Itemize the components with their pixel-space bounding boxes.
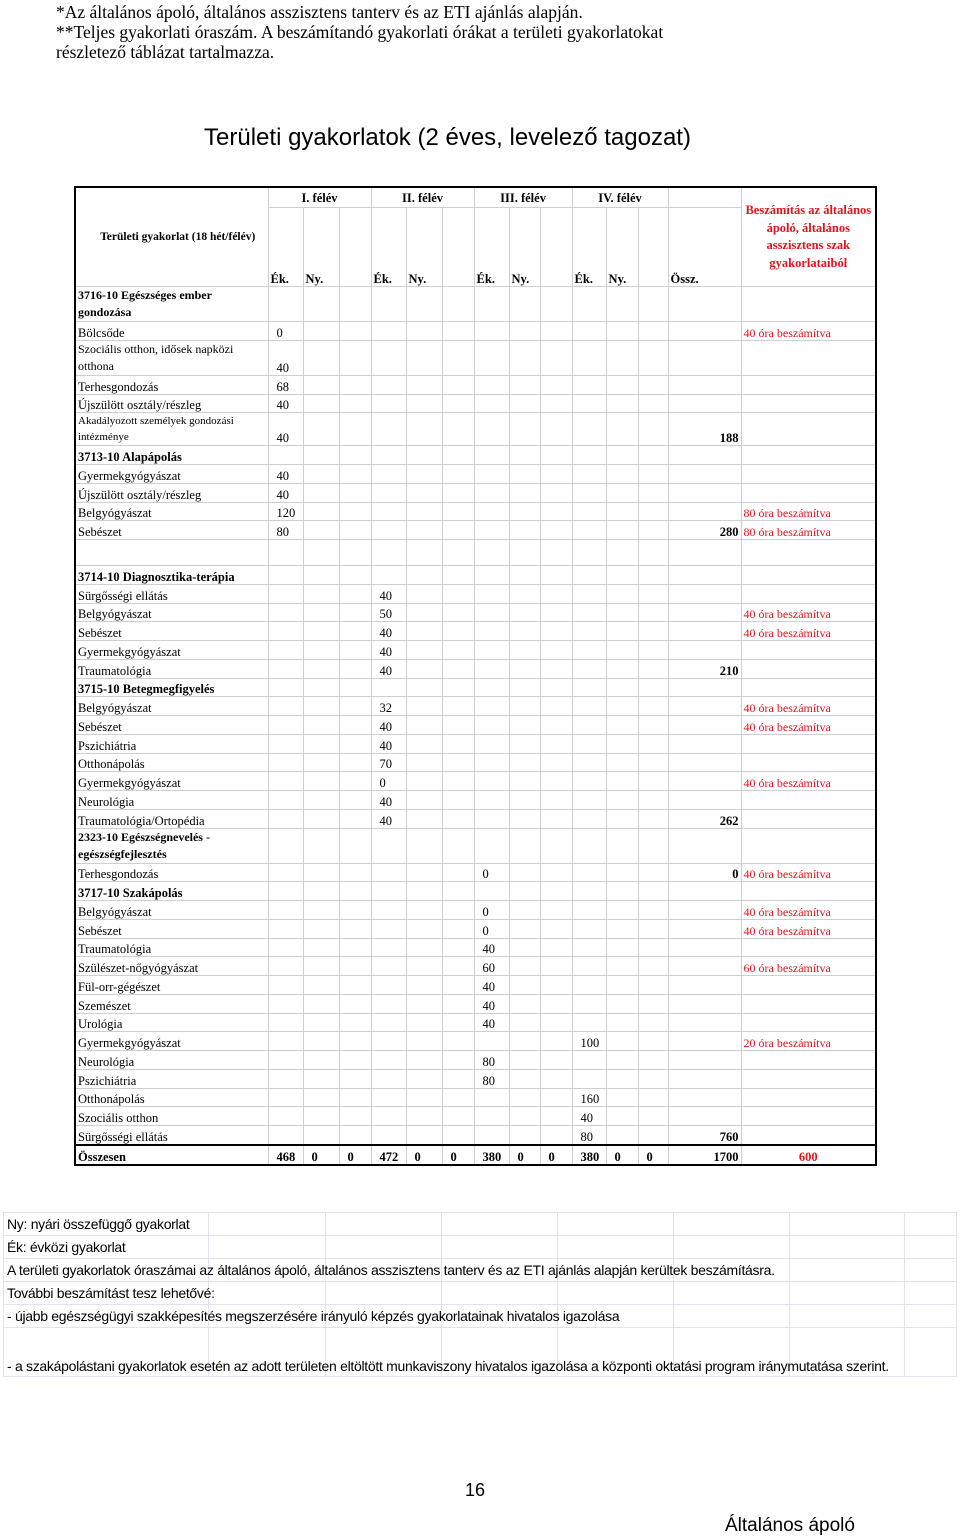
table-row — [75, 322, 876, 341]
hours-value: 80 — [474, 1051, 509, 1070]
hours-value: 50 — [371, 603, 406, 622]
table-row — [75, 976, 876, 995]
row-label: Terhesgondozás — [75, 863, 268, 882]
grand-total: 1700 — [668, 1145, 741, 1165]
table-row — [75, 863, 876, 882]
total-credit: 600 — [741, 1145, 876, 1165]
spacer-row — [75, 540, 876, 566]
section-row — [75, 828, 876, 863]
table-row — [75, 483, 876, 502]
module-total: 262 — [668, 809, 741, 828]
hours-value: 0 — [268, 322, 303, 341]
legend-ek: Ék: évközi gyakorlat — [4, 1236, 209, 1259]
table-corner-header: Területi gyakorlat (18 hét/félév) — [75, 187, 268, 287]
row-label: Újszülött osztály/részleg — [75, 483, 268, 502]
credit-note: 40 óra beszámítva — [741, 322, 876, 341]
table-row — [75, 1107, 876, 1126]
legend-ny: Ny: nyári összefüggő gyakorlat — [4, 1213, 209, 1236]
total-value: 0 — [406, 1145, 442, 1165]
hours-value: 0 — [474, 863, 509, 882]
legend-table — [3, 1212, 957, 1377]
section-title: 3715-10 Betegmegfigyelés — [75, 678, 268, 697]
table-row — [75, 584, 876, 603]
legend-line-4: További beszámítást tesz lehetővé: — [4, 1282, 209, 1305]
credit-note: 40 óra beszámítva — [741, 901, 876, 920]
note-line-1: *Az általános ápoló, általános asszisztens tanterv és az ETI ajánlás alapján. — [56, 2, 583, 22]
row-label: Szülészet-nőgyógyászat — [75, 957, 268, 976]
table-row — [75, 641, 876, 660]
row-label: Gyermekgyógyászat — [75, 772, 268, 791]
hours-value: 120 — [268, 502, 303, 521]
ek-header: Ék. — [268, 208, 303, 287]
hours-value: 40 — [371, 584, 406, 603]
hours-value: 40 — [268, 394, 303, 413]
table-row — [75, 919, 876, 938]
hours-value: 40 — [268, 483, 303, 502]
hours-value: 40 — [371, 809, 406, 828]
hours-value: 70 — [371, 753, 406, 772]
module-total: 0 — [668, 863, 741, 882]
table-row — [75, 1088, 876, 1107]
page-title: Területi gyakorlatok (2 éves, levelező tagozat) — [204, 124, 691, 151]
total-value: 0 — [339, 1145, 371, 1165]
section-row — [75, 882, 876, 901]
hours-value: 100 — [572, 1032, 606, 1051]
row-label: Sebészet — [75, 521, 268, 540]
hours-value: 40 — [371, 641, 406, 660]
module-total: 188 — [668, 413, 741, 446]
section-title: 3716-10 Egészséges ember gondozása — [75, 287, 268, 322]
row-label: Pszichiátria — [75, 1069, 268, 1088]
section-title: 3717-10 Szakápolás — [75, 882, 268, 901]
semester-header-4: IV. félév — [572, 187, 668, 208]
row-label: Terhesgondozás — [75, 375, 268, 394]
module-total: 760 — [668, 1126, 741, 1145]
table-row — [75, 716, 876, 735]
module-total: 210 — [668, 659, 741, 678]
hours-value: 0 — [371, 772, 406, 791]
credit-note: 40 óra beszámítva — [741, 603, 876, 622]
semester-header-2: II. félév — [371, 187, 474, 208]
credit-note: 80 óra beszámítva — [741, 502, 876, 521]
table-row — [75, 1013, 876, 1032]
table-row — [75, 791, 876, 810]
table-row — [75, 1051, 876, 1070]
row-label: Szociális otthon — [75, 1107, 268, 1126]
total-value: 0 — [509, 1145, 540, 1165]
legend-line-5: - újabb egészségügyi szakképesítés megszerzésére irányuló képzés gyakorlatainak hivatalos igazolása — [4, 1305, 209, 1328]
table-row — [75, 394, 876, 413]
ek-header: Ék. — [474, 208, 509, 287]
section-row — [75, 566, 876, 585]
row-label: Sebészet — [75, 716, 268, 735]
table-row — [75, 734, 876, 753]
total-value: 472 — [371, 1145, 406, 1165]
table-row — [75, 753, 876, 772]
table-row — [75, 1126, 876, 1145]
semester-header-1: I. félév — [268, 187, 371, 208]
hours-value: 40 — [371, 659, 406, 678]
row-label: Pszichiátria — [75, 734, 268, 753]
hours-value: 40 — [474, 1013, 509, 1032]
page-number: 16 — [465, 1480, 486, 1500]
table-row — [75, 809, 876, 828]
total-value: 0 — [606, 1145, 638, 1165]
note-line-3: részletező táblázat tartalmazza. — [56, 42, 275, 62]
row-label: Traumatológia/Ortopédia — [75, 809, 268, 828]
table-row — [75, 502, 876, 521]
row-label: Neurológia — [75, 791, 268, 810]
hours-value: 40 — [268, 465, 303, 484]
credit-note: 40 óra beszámítva — [741, 919, 876, 938]
notes — [56, 2, 936, 62]
table-row — [75, 1032, 876, 1051]
legend-line-3: A területi gyakorlatok óraszámai az általános ápoló, általános asszisztens tanterv és az ETI ajánlás alapján kerültek beszámításra. — [4, 1259, 209, 1282]
table-row — [75, 340, 876, 375]
row-label: Urológia — [75, 1013, 268, 1032]
hours-value: 40 — [371, 716, 406, 735]
ny-header: Ny. — [406, 208, 442, 287]
ny-header: Ny. — [509, 208, 540, 287]
hours-value: 40 — [371, 791, 406, 810]
footer-text: Általános ápoló — [725, 1515, 855, 1536]
hours-value: 40 — [371, 622, 406, 641]
hours-value: 0 — [474, 901, 509, 920]
row-label: Sebészet — [75, 919, 268, 938]
hours-value: 0 — [474, 919, 509, 938]
total-value: 0 — [442, 1145, 474, 1165]
total-value: 0 — [638, 1145, 668, 1165]
table-row — [75, 901, 876, 920]
section-title: 3713-10 Alapápolás — [75, 446, 268, 465]
section-row — [75, 446, 876, 465]
hours-value: 40 — [474, 994, 509, 1013]
practice-table — [74, 186, 877, 1166]
module-total: 280 — [668, 521, 741, 540]
row-label: Sürgősségi ellátás — [75, 584, 268, 603]
table-row — [75, 413, 876, 446]
row-label: Belgyógyászat — [75, 502, 268, 521]
table-row — [75, 1069, 876, 1088]
section-row — [75, 287, 876, 322]
hours-value: 60 — [474, 957, 509, 976]
section-title: 3714-10 Diagnosztika-terápia — [75, 566, 268, 585]
hours-value: 32 — [371, 697, 406, 716]
ny-header: Ny. — [606, 208, 638, 287]
total-value: 380 — [474, 1145, 509, 1165]
credit-note: 20 óra beszámítva — [741, 1032, 876, 1051]
total-label: Összesen — [75, 1145, 268, 1165]
total-row — [75, 1145, 876, 1165]
hours-value: 160 — [572, 1088, 606, 1107]
ny-header: Ny. — [303, 208, 339, 287]
note-line-2: **Teljes gyakorlati óraszám. A beszámítandó gyakorlati órákat a területi gyakorlatokat — [56, 22, 664, 42]
section-row — [75, 678, 876, 697]
table-row — [75, 772, 876, 791]
hours-value: 80 — [572, 1126, 606, 1145]
hours-value: 80 — [474, 1069, 509, 1088]
row-label: Fül-orr-gégészet — [75, 976, 268, 995]
table-row — [75, 521, 876, 540]
row-label: Belgyógyászat — [75, 901, 268, 920]
credit-note: 40 óra beszámítva — [741, 716, 876, 735]
table-row — [75, 465, 876, 484]
total-value: 0 — [303, 1145, 339, 1165]
credit-note: 40 óra beszámítva — [741, 863, 876, 882]
total-value: 380 — [572, 1145, 606, 1165]
legend-line-6: - a szakápolástani gyakorlatok esetén az adott területen eltöltött munkaviszony hivatalos igazolása a központi oktatási program iránymutatása szerint. — [4, 1328, 209, 1377]
table-row — [75, 603, 876, 622]
ek-header: Ék. — [371, 208, 406, 287]
semester-header-3: III. félév — [474, 187, 572, 208]
table-row — [75, 938, 876, 957]
hours-value: 40 — [268, 340, 303, 375]
row-label: Gyermekgyógyászat — [75, 465, 268, 484]
hours-value: 40 — [474, 976, 509, 995]
credit-header: Beszámítás az általános ápoló, általános asszisztens szak gyakorlataiból — [741, 187, 876, 287]
total-header: Össz. — [668, 208, 741, 287]
total-value: 0 — [540, 1145, 572, 1165]
credit-note: 40 óra beszámítva — [741, 697, 876, 716]
credit-note: 80 óra beszámítva — [741, 521, 876, 540]
total-value: 468 — [268, 1145, 303, 1165]
table-row — [75, 697, 876, 716]
row-label: Újszülött osztály/részleg — [75, 394, 268, 413]
row-label: Otthonápolás — [75, 753, 268, 772]
row-label: Akadályozott személyek gondozási intézménye — [75, 413, 268, 446]
hours-value: 40 — [474, 938, 509, 957]
row-label: Sürgősségi ellátás — [75, 1126, 268, 1145]
hours-value: 68 — [268, 375, 303, 394]
hours-value: 40 — [371, 734, 406, 753]
hours-value: 80 — [268, 521, 303, 540]
credit-note: 60 óra beszámítva — [741, 957, 876, 976]
hours-value: 40 — [268, 413, 303, 446]
credit-note: 40 óra beszámítva — [741, 772, 876, 791]
row-label: Otthonápolás — [75, 1088, 268, 1107]
row-label: Gyermekgyógyászat — [75, 641, 268, 660]
table-row — [75, 622, 876, 641]
table-row — [75, 375, 876, 394]
row-label: Sebészet — [75, 622, 268, 641]
credit-note: 40 óra beszámítva — [741, 622, 876, 641]
table-row — [75, 957, 876, 976]
table-row — [75, 994, 876, 1013]
row-label: Neurológia — [75, 1051, 268, 1070]
row-label: Traumatológia — [75, 938, 268, 957]
row-label: Szemészet — [75, 994, 268, 1013]
row-label: Szociális otthon, idősek napközi otthona — [75, 340, 268, 375]
row-label: Traumatológia — [75, 659, 268, 678]
table-row — [75, 659, 876, 678]
row-label: Belgyógyászat — [75, 697, 268, 716]
hours-value: 40 — [572, 1107, 606, 1126]
row-label: Belgyógyászat — [75, 603, 268, 622]
ek-header: Ék. — [572, 208, 606, 287]
row-label: Gyermekgyógyászat — [75, 1032, 268, 1051]
section-title: 2323-10 Egészségnevelés - egészségfejlesztés — [75, 828, 268, 863]
row-label: Bölcsőde — [75, 322, 268, 341]
